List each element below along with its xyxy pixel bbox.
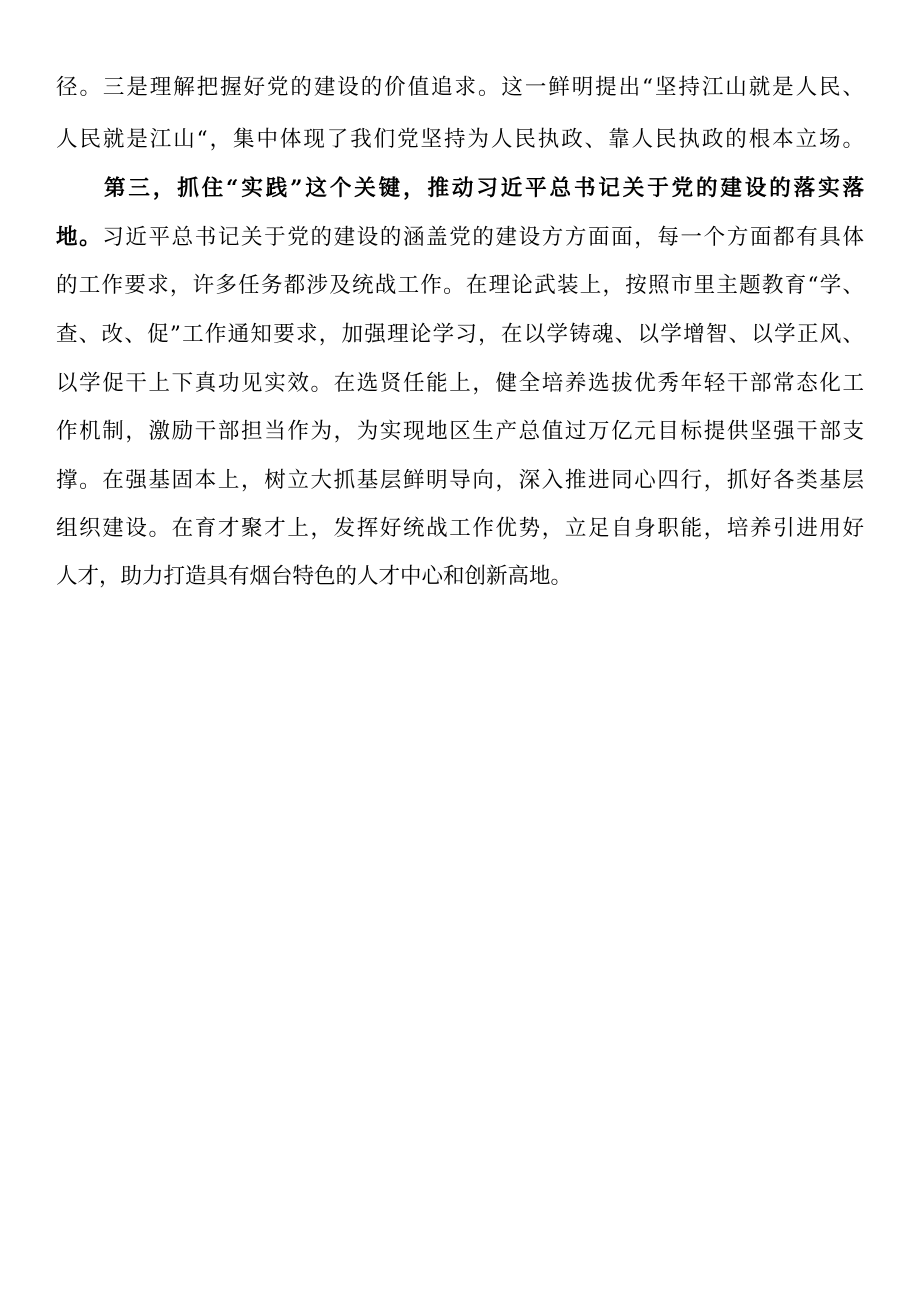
paragraph-2-line-9: 人才，助力打造具有烟台特色的人才中心和创新高地。	[56, 564, 573, 589]
paragraph-2-line-6: 作机制，激励干部担当作为，为实现地区生产总值过万亿元目标提供坚强干部支	[56, 419, 864, 444]
paragraph-2-line-4: 查、改、促”工作通知要求，加强理论学习，在以学铸魂、以学增智、以学正风、	[56, 322, 864, 347]
paragraph-2-line-2	[56, 218, 864, 258]
paragraph-2-line-2-text: 习近平总书记关于党的建设的涵盖党的建设方方面面，每一个方面都有具体	[102, 225, 864, 250]
paragraph-2-line-5: 以学促干上下真功见实效。在选贤任能上，健全培养选拔优秀年轻干部常态化工	[56, 371, 864, 396]
paragraph-2-line-3: 的工作要求，许多任务都涉及统战工作。在理论武装上，按照市里主题教育“学、	[56, 273, 864, 298]
paragraph-2-heading-line-1: 第三，抓住“实践”这个关键，推动习近平总书记关于党的建设的落实落	[104, 176, 864, 201]
paragraph-1-line-1: 径。三是理解把握好党的建设的价值追求。这一鲜明提出“坚持江山就是人民、	[56, 75, 864, 100]
paragraph-2-line-8: 组织建设。在育才聚才上，发挥好统战工作优势，立足自身职能，培养引进用好	[56, 516, 864, 541]
paragraph-1-line-2: 人民就是江山“，集中体现了我们党坚持为人民执政、靠人民执政的根本立场。	[56, 127, 864, 152]
paragraph-2-line-7: 撑。在强基固本上，树立大抓基层鲜明导向，深入推进同心四行，抓好各类基层	[56, 468, 864, 493]
paragraph-2-heading-end: 地。	[56, 225, 103, 250]
